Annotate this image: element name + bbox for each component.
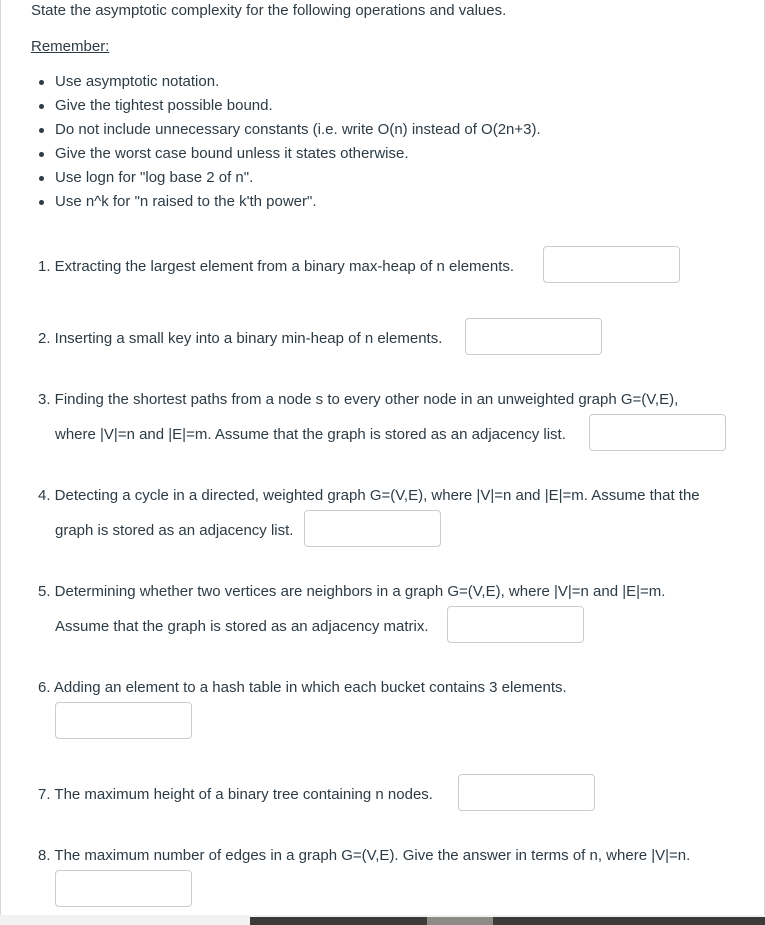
bullet-icon bbox=[39, 80, 44, 85]
bullet-icon bbox=[39, 152, 44, 157]
rule-text: Use asymptotic notation. bbox=[55, 73, 220, 90]
question-4-answer-input[interactable] bbox=[304, 510, 441, 547]
scrollbar-thumb[interactable] bbox=[427, 917, 493, 925]
question-8-answer-input[interactable] bbox=[55, 870, 192, 907]
question-5-text-continued: Assume that the graph is stored as an adjacency matrix. bbox=[55, 618, 429, 635]
rule-text: Do not include unnecessary constants (i.e. write O(n) instead of O(2n+3). bbox=[55, 121, 541, 138]
question-3-answer-input[interactable] bbox=[589, 414, 726, 451]
question-8-text: 8. The maximum number of edges in a graph G=(V,E). Give the answer in terms of n, where |V|=n. bbox=[38, 847, 691, 864]
question-4-text: 4. Detecting a cycle in a directed, weighted graph G=(V,E), where |V|=n and |E|=m. Assume that the bbox=[38, 487, 700, 504]
question-5-text: 5. Determining whether two vertices are neighbors in a graph G=(V,E), where |V|=n and |E|=m. bbox=[38, 583, 666, 600]
question-4-text-continued: graph is stored as an adjacency list. bbox=[55, 522, 294, 539]
question-7-answer-input[interactable] bbox=[458, 774, 595, 811]
remember-label: Remember: bbox=[31, 38, 110, 55]
question-6-answer-input[interactable] bbox=[55, 702, 192, 739]
instructions-heading: State the asymptotic complexity for the following operations and values. bbox=[31, 2, 507, 19]
bullet-icon bbox=[39, 128, 44, 133]
bullet-icon bbox=[39, 104, 44, 109]
question-5-answer-input[interactable] bbox=[447, 606, 584, 643]
question-2-answer-input[interactable] bbox=[465, 318, 602, 355]
rule-text: Use logn for "log base 2 of n". bbox=[55, 169, 254, 186]
rule-text: Give the tightest possible bound. bbox=[55, 97, 273, 114]
horizontal-scrollbar[interactable] bbox=[250, 917, 765, 925]
question-7-text: 7. The maximum height of a binary tree containing n nodes. bbox=[38, 786, 433, 803]
question-1-answer-input[interactable] bbox=[543, 246, 680, 283]
question-6-text: 6. Adding an element to a hash table in which each bucket contains 3 elements. bbox=[38, 679, 567, 696]
bullet-icon bbox=[39, 200, 44, 205]
rule-text: Use n^k for "n raised to the k'th power". bbox=[55, 193, 317, 210]
question-2-text: 2. Inserting a small key into a binary min-heap of n elements. bbox=[38, 330, 443, 347]
question-1-text: 1. Extracting the largest element from a binary max-heap of n elements. bbox=[38, 258, 515, 275]
rule-text: Give the worst case bound unless it states otherwise. bbox=[55, 145, 409, 162]
bullet-icon bbox=[39, 176, 44, 181]
question-3-text: 3. Finding the shortest paths from a node s to every other node in an unweighted graph G=(V,E), bbox=[38, 391, 679, 408]
question-3-text-continued: where |V|=n and |E|=m. Assume that the graph is stored as an adjacency list. bbox=[55, 426, 566, 443]
